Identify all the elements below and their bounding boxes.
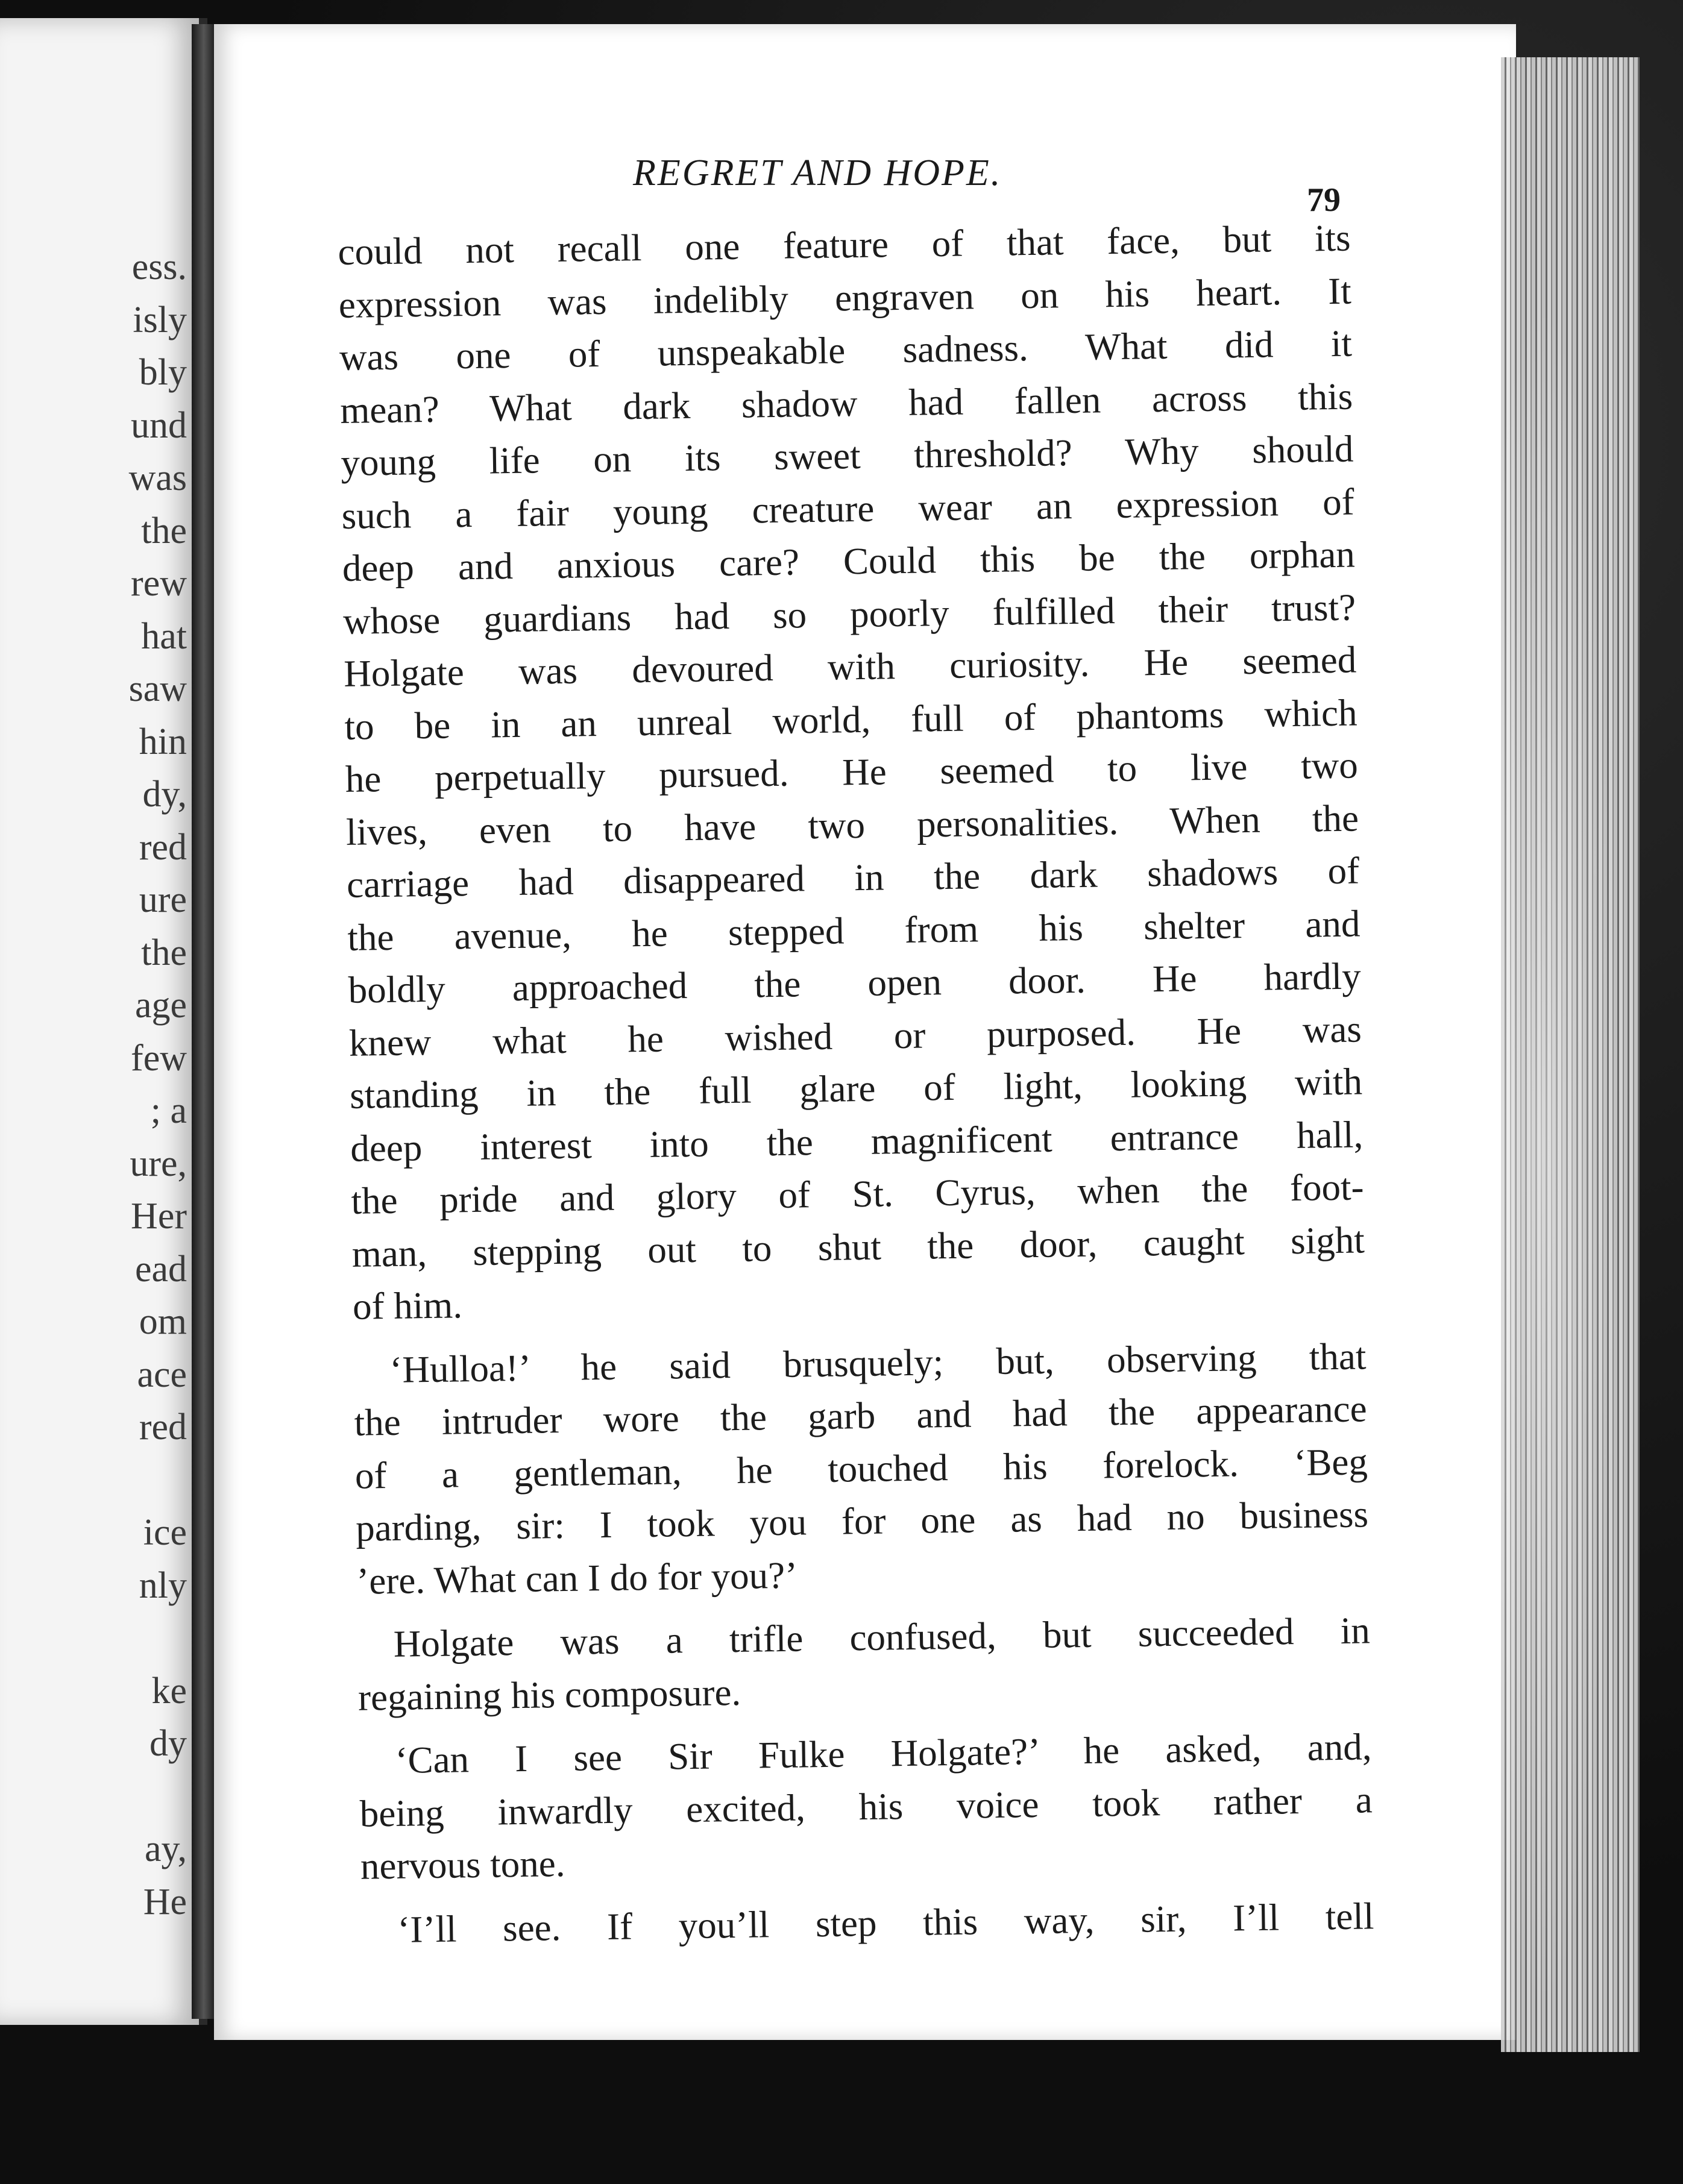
left-page-fragment: ead [134,1248,187,1290]
text-line: was one of unspeakable sadness. What did it [339,322,1353,378]
left-page-fragment: nly [139,1564,187,1606]
text-line: lives, even to have two personalities. When the [345,796,1359,853]
left-page-fragment [129,1454,187,1507]
left-page-fragment: Her [131,1196,187,1237]
left-page-fragment [129,1771,187,1824]
text-line: to be in an unreal world, full of phantoms which [344,691,1357,748]
left-page-fragment: age [134,985,187,1026]
left-page-fragment: ess. [131,246,187,287]
text-line: parding, sir: I took you for one as had no business [355,1493,1369,1549]
left-page-line-fragments [129,241,187,1928]
left-page-fragment: ay, [145,1828,187,1869]
left-page [0,18,207,2025]
text-line: he perpetually pursued. He seemed to live two [345,744,1359,800]
left-page-fragment: dy, [142,774,187,815]
text-line: regaining his composure. [357,1671,741,1719]
text-line: Holgate was a trifle confused, but succeeded in [393,1609,1371,1665]
left-page-fragment: dy [149,1723,187,1764]
left-page-fragment: rew [131,563,187,604]
text-line: of a gentleman, he touched his forelock. ‘Beg [354,1440,1368,1497]
left-page-fragment: isly [133,299,187,340]
book-gutter [192,24,216,2019]
text-line: such a fair young creature wear an expression of [341,480,1355,537]
left-page-fragment: few [131,1037,187,1079]
left-page-fragment: ace [137,1354,187,1395]
text-line: could not recall one feature of that face, but its [338,216,1351,273]
left-page-fragment: ; a [150,1090,187,1131]
text-line: ‘Hulloa!’ he said brusquely; but, observing that [389,1334,1367,1391]
text-line: deep and anxious care? Could this be the orphan [342,533,1356,589]
text-line: the intruder wore the garb and had the appearance [354,1387,1368,1444]
text-line: the pride and glory of St. Cyrus, when the foot- [351,1166,1364,1222]
left-page-fragment: saw [128,668,187,709]
left-page-fragment: red [139,826,187,868]
text-line: ‘I’ll see. If you’ll step this way, sir, I’ll tell [397,1894,1374,1951]
text-line: deep interest into the magnificent entrance hall, [350,1112,1364,1170]
text-line: standing in the full glare of light, looking with [349,1060,1363,1117]
page-number: 79 [1307,181,1341,219]
text-line: mean? What dark shadow had fallen across this [339,375,1353,431]
text-line: the avenue, he stepped from his shelter and [347,902,1361,959]
left-page-fragment [129,1612,187,1665]
left-page-fragment: ure, [130,1143,187,1184]
text-line: expression was indelibly engraven on his heart. It [338,269,1352,326]
left-page-fragment: red [139,1407,187,1448]
text-line: Holgate was devoured with curiosity. He seemed [343,638,1357,695]
left-page-fragment: bly [139,352,187,393]
text-line: of him. [352,1284,463,1328]
left-page-fragment: ure [139,879,187,920]
text-line: man, stepping out to shut the door, caught sight [351,1218,1365,1275]
text-line: carriage had disappeared in the dark shadows of [346,849,1360,906]
text-line: young life on its sweet threshold? Why should [340,427,1354,484]
left-page-fragment: was [128,457,187,498]
page-edges [1501,57,1640,2052]
text-line: knew what he wished or purposed. He was [348,1007,1362,1064]
left-page-fragment: hat [141,615,187,657]
text-line: boldly approached the open door. He hardly [348,955,1362,1011]
left-page-fragment: hin [139,721,187,762]
left-page-fragment: He [143,1881,187,1922]
text-line: ‘Can I see Sir Fulke Holgate?’ he asked, and, [395,1725,1372,1781]
left-page-fragment: the [141,932,187,973]
body-text [338,212,1374,1957]
running-head: REGRET AND HOPE. [633,152,1002,193]
left-page-fragment: the [141,510,187,551]
text-line: nervous tone. [360,1842,565,1887]
left-page-fragment: ice [143,1512,187,1553]
text-line: being inwardly excited, his voice took rather a [359,1778,1373,1835]
left-page-fragment: ke [151,1670,187,1712]
text-line: whose guardians had so poorly fulfilled their trust? [342,585,1356,642]
text-line: ’ere. What can I do for you?’ [356,1554,798,1602]
left-page-fragment: om [139,1301,187,1342]
left-page-fragment: und [131,404,187,446]
